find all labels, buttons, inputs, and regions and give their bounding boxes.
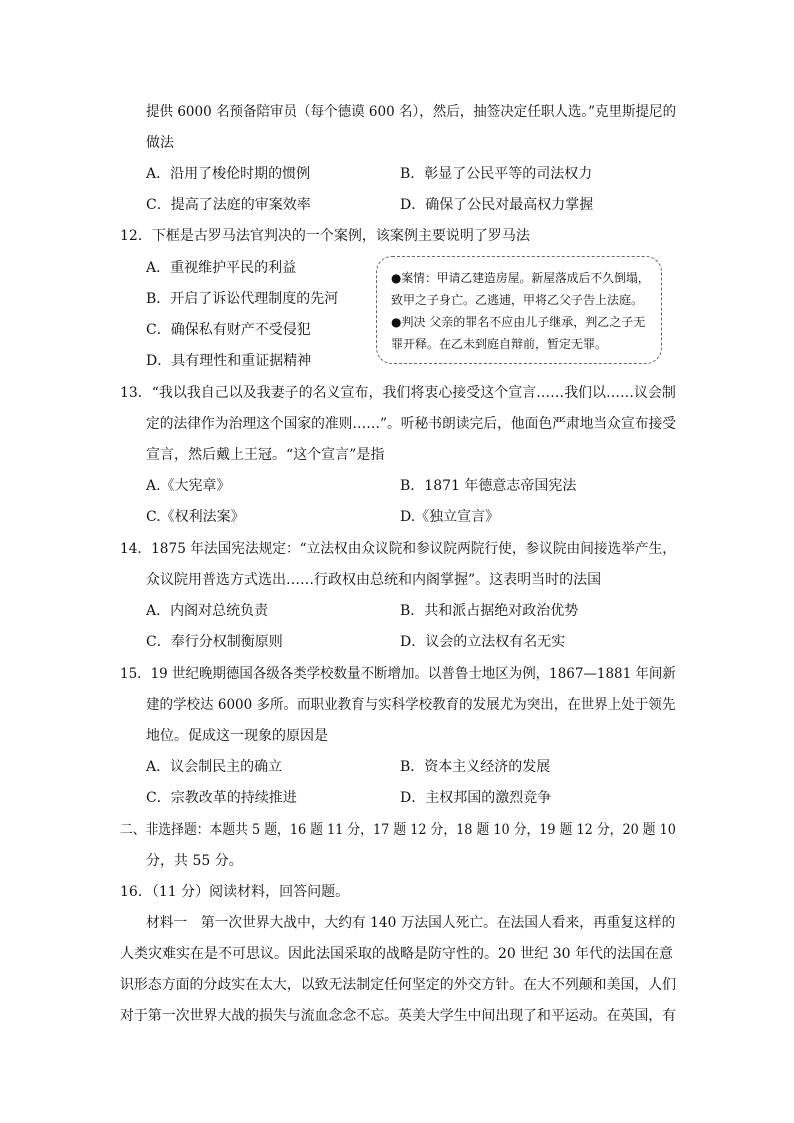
q15-stem-line3: 地位。促成这一现象的原因是 bbox=[146, 728, 328, 744]
q13-option-c[interactable]: C.《权利法案》 bbox=[146, 509, 245, 525]
q16-material1-line3: 识形态方面的分歧实在太大，以致无法制定任何坚定的外交方针。在大不列颠和美国，人们 bbox=[120, 977, 677, 993]
q15-option-b[interactable]: B．资本主义经济的发展 bbox=[400, 759, 551, 775]
q11-option-c[interactable]: C．提高了法庭的审案效率 bbox=[146, 197, 311, 213]
q11-stem-line1: 提供 6000 名预备陪审员（每个德谟 600 名），然后，抽签决定任职人选。”克里斯提尼的 bbox=[146, 104, 677, 120]
q13-option-d[interactable]: D.《独立宣言》 bbox=[400, 509, 500, 525]
case-box-line3: ●判决 父亲的罪名不应由儿子继承，判乙之子无 bbox=[391, 315, 646, 329]
q16-stem: 16．（11 分）阅读材料，回答问题。 bbox=[120, 884, 350, 900]
q14-stem-line1: 14．1875 年法国宪法规定：“立法权由众议院和参议院两院行使，参议院由间接选举产生， bbox=[120, 541, 676, 557]
q11-option-b[interactable]: B．彰显了公民平等的司法权力 bbox=[400, 166, 593, 182]
q15-option-d[interactable]: D．主权邦国的激烈竞争 bbox=[400, 790, 552, 806]
q15-stem-line1: 15．19 世纪晚期德国各级各类学校数量不断增加。以普鲁士地区为例，1867—1881 年间新 bbox=[120, 666, 676, 682]
q13-stem-line3: 宣言，然后戴上王冠。“这个宣言”是指 bbox=[146, 447, 385, 463]
q14-option-a[interactable]: A．内阁对总统负责 bbox=[146, 603, 269, 619]
q14-option-c[interactable]: C．奉行分权制衡原则 bbox=[146, 634, 283, 650]
section2-heading-line2: 分，共 55 分。 bbox=[146, 853, 243, 869]
q13-option-b[interactable]: B．1871 年德意志帝国宪法 bbox=[400, 478, 577, 494]
q13-stem-line2: 定的法律作为治理这个国家的准则……”。听秘书朗读完后，他面色严肃地当众宣布接受 bbox=[146, 416, 676, 432]
q16-material1-line1: 材料一 第一次世界大战中，大约有 140 万法国人死亡。在法国人看来，再重复这样的 bbox=[146, 915, 676, 931]
q12-option-a[interactable]: A．重视维护平民的利益 bbox=[146, 260, 297, 276]
q16-material1-line2: 人类灾难实在是不可思议。因此法国采取的战略是防守性的。20 世纪 30 年代的法国在意 bbox=[120, 946, 673, 962]
q12-stem: 12．下框是古罗马法官判决的一个案例，该案例主要说明了罗马法 bbox=[120, 228, 530, 244]
q11-option-a[interactable]: A．沿用了梭伦时期的惯例 bbox=[146, 166, 311, 182]
case-box-line1: ●案情：甲请乙建造房屋。新屋落成后不久倒塌， bbox=[391, 271, 650, 285]
q11-stem-line2: 做法 bbox=[146, 135, 174, 151]
q12-option-b[interactable]: B．开启了诉讼代理制度的先河 bbox=[146, 291, 339, 307]
case-box-line4: 罪开释。在乙未到庭自辩前，暂定无罪。 bbox=[391, 337, 608, 351]
q13-stem-line1: 13．“我以我自己以及我妻子的名义宣布，我们将衷心接受这个宣言……我们以……议会制 bbox=[120, 385, 676, 401]
q14-stem-line2: 众议院用普选方式选出……行政权由总统和内阁掌握”。这表明当时的法国 bbox=[146, 572, 602, 588]
q12-option-d[interactable]: D．具有理性和重证据精神 bbox=[146, 353, 312, 369]
case-box-line2: 致甲之子身亡。乙逃逋，甲将乙父子告上法庭。 bbox=[391, 293, 644, 307]
q15-option-a[interactable]: A．议会制民主的确立 bbox=[146, 759, 283, 775]
q11-option-d[interactable]: D．确保了公民对最高权力掌握 bbox=[400, 197, 594, 213]
q12-case-box bbox=[376, 256, 662, 364]
section2-heading-line1: 二、非选择题：本题共 5 题，16 题 11 分，17 题 12 分，18 题 10 分，19 题 12 分，20 题 10 bbox=[120, 822, 676, 838]
q14-option-d[interactable]: D．议会的立法权有名无实 bbox=[400, 634, 566, 650]
q12-option-c[interactable]: C．确保私有财产不受侵犯 bbox=[146, 322, 311, 338]
q15-stem-line2: 建的学校达 6000 多所。而职业教育与实科学校教育的发展尤为突出，在世界上处于领先 bbox=[146, 697, 676, 713]
q15-option-c[interactable]: C．宗教改革的持续推进 bbox=[146, 790, 297, 806]
q14-option-b[interactable]: B．共和派占据绝对政治优势 bbox=[400, 603, 579, 619]
q13-option-a[interactable]: A.《大宪章》 bbox=[146, 478, 231, 494]
q16-material1-line4: 对于第一次世界大战的损失与流血念念不忘。英美大学生中间出现了和平运动。在英国，有 bbox=[120, 1008, 677, 1024]
